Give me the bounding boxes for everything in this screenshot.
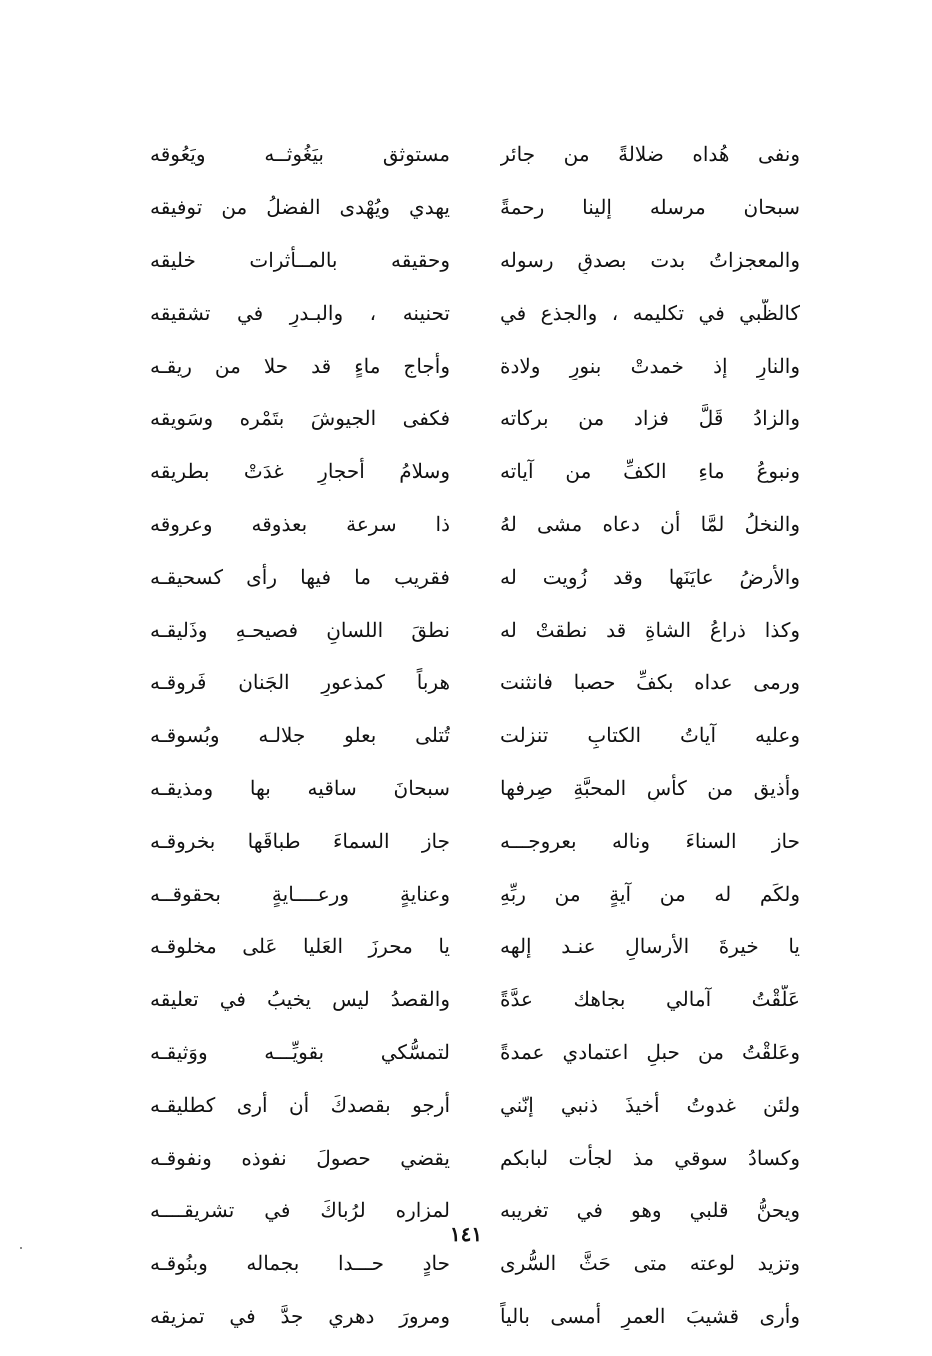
verse-line: [150, 814, 800, 867]
verse-first-hemistich: ويحنُّ قلبي وهو في تغريبه: [500, 1198, 800, 1223]
verse-line: [150, 656, 800, 709]
verse-line: [150, 181, 800, 234]
verse-line: [150, 339, 800, 392]
verse-line: [150, 445, 800, 498]
verse-first-hemistich: يا خيرةَ الأرسالِ عنـد إلهه: [500, 934, 800, 959]
verse-second-hemistich: هرباً كمذعورِ الجَنان فَروقـه: [150, 670, 450, 695]
verse-second-hemistich: نطقَ اللسانِ فصيحـهِ وذَليقـه: [150, 617, 450, 642]
verse-second-hemistich: ذا سرعة بعذوقه وعروقه: [150, 511, 450, 536]
verse-first-hemistich: والمعجزاتُ بدت بصدقِ رسوله: [500, 247, 800, 272]
verse-second-hemistich: وحقيقه بالمــأثرات خليقه: [150, 247, 450, 272]
verse-first-hemistich: ونبوعُ ماءِ الكفِّ من آياته: [500, 459, 800, 484]
verse-first-hemistich: وعَلقْتُ من حبلِ اعتمادي عمدةً: [500, 1039, 800, 1064]
verse-second-hemistich: جاز السماءَ طباقَها بخروقـه: [150, 828, 450, 853]
verse-line: [150, 709, 800, 762]
verse-first-hemistich: حاز السناءَ وناله بعروجـــه: [500, 828, 800, 853]
page-number: ١٤١: [449, 1222, 483, 1246]
verse-first-hemistich: والنخلُ لمَّا أن دعاه مشى لهُ: [500, 511, 800, 536]
verse-line: [150, 867, 800, 920]
verse-first-hemistich: والأرضُ عايَنَها وقد زُويت له: [500, 564, 800, 589]
verse-second-hemistich: سبحانَ ساقيه بها ومذيقـه: [150, 775, 450, 800]
verse-line: [150, 1131, 800, 1184]
verse-first-hemistich: كالظّبي في تكليمه ، والجذع في: [500, 300, 800, 325]
verse-second-hemistich: حادٍ حـــدا بجماله وبنُوقـه: [150, 1251, 450, 1276]
verse-second-hemistich: وأُجاجِ ماءٍ قد حلا من ريقـه: [150, 353, 450, 378]
verse-line: [150, 286, 800, 339]
verse-second-hemistich: وسلامُ أحجارٍ غدَتْ بطريقه: [150, 459, 450, 484]
verse-second-hemistich: تُتلى بعلو جلالـه وبُسوقـه: [150, 723, 450, 748]
verse-second-hemistich: يا محرزَ العَليا عَلى مخلوقـه: [150, 934, 450, 959]
verse-line: [150, 1290, 800, 1343]
verse-line: [150, 1026, 800, 1079]
verse-first-hemistich: وتزيد لوعته متى حَثَّ السُّرى: [500, 1251, 800, 1276]
verse-second-hemistich: يهدي ويُهْدى الفضلُ من توفيقه: [150, 195, 450, 220]
verse-second-hemistich: فقريب ما فيها رأى كسحيقـه: [150, 564, 450, 589]
verse-line: [150, 498, 800, 551]
verse-line: [150, 973, 800, 1026]
verse-second-hemistich: أرجو بقصدكَ أن أرى كطليقـه: [150, 1092, 450, 1117]
verse-second-hemistich: لتمسُّكي بقويِّـــه ووَثيقـه: [150, 1039, 450, 1064]
verse-first-hemistich: ولئن غدوتُ أخيذَ ذنبي إنّني: [500, 1092, 800, 1117]
verse-first-hemistich: وكسادُ سوقي مذ لجأت لبابكم: [500, 1145, 800, 1170]
verse-second-hemistich: يقضي حصولَ نفوذه ونفوقـه: [150, 1145, 450, 1170]
verse-line: [150, 1078, 800, 1131]
verse-second-hemistich: والقصدُ ليس يخيبُ في تعليقه: [150, 987, 450, 1012]
verse-second-hemistich: فكفى الجيوشَ بتَمْره وسَويقه: [150, 406, 450, 431]
verse-second-hemistich: لمزاره لرُباكَ في تشريقــــه: [150, 1198, 450, 1223]
verse-first-hemistich: وعليه آياتُ الكتابِ تنزلت: [500, 723, 800, 748]
verse-second-hemistich: ومرورَ دهري جدَّ في تمزيقه: [150, 1303, 450, 1328]
verse-line: [150, 392, 800, 445]
verse-line: [150, 920, 800, 973]
verse-line: [150, 550, 800, 603]
verse-first-hemistich: والزادُ قَلَّ فزاد من بركاته: [500, 406, 800, 431]
verse-first-hemistich: وأُذيق من كأسِ المحبَّةِ صِرفها: [500, 775, 800, 800]
verse-line: [150, 128, 800, 181]
verse-second-hemistich: وعنايةٍ ورعــــايةٍ بحقوقــه: [150, 881, 450, 906]
poem-body: [150, 128, 800, 1342]
verse-first-hemistich: والنارِ إذ خمدتْ بنورِ ولادة: [500, 353, 800, 378]
verse-first-hemistich: ولكَم له من آيةٍ من ربِّهِ: [500, 881, 800, 906]
verse-first-hemistich: سبحان مرسله إلينا رحمةً: [500, 195, 800, 220]
stray-dot: [20, 1247, 22, 1249]
verse-line: [150, 603, 800, 656]
verse-line: [150, 762, 800, 815]
verse-first-hemistich: ونفى هُداه ضلالةً من جائر: [500, 142, 800, 167]
verse-first-hemistich: وأرى قشيبَ العمرِ أمسى بالياً: [500, 1303, 800, 1328]
verse-line: [150, 234, 800, 287]
verse-first-hemistich: ورمى عداه بكفِّ حصبا فانثنت: [500, 670, 800, 695]
verse-second-hemistich: مستوثق بيَغُوثــه ويَعُوقه: [150, 142, 450, 167]
verse-second-hemistich: تحنينه ، والبـدرِ في تشقيقه: [150, 300, 450, 325]
verse-first-hemistich: وكذا ذراعُ الشاةِ قد نطقتْ له: [500, 617, 800, 642]
verse-first-hemistich: عَلَّقْتُ آمالي بجاهك عدَّةً: [500, 987, 800, 1012]
